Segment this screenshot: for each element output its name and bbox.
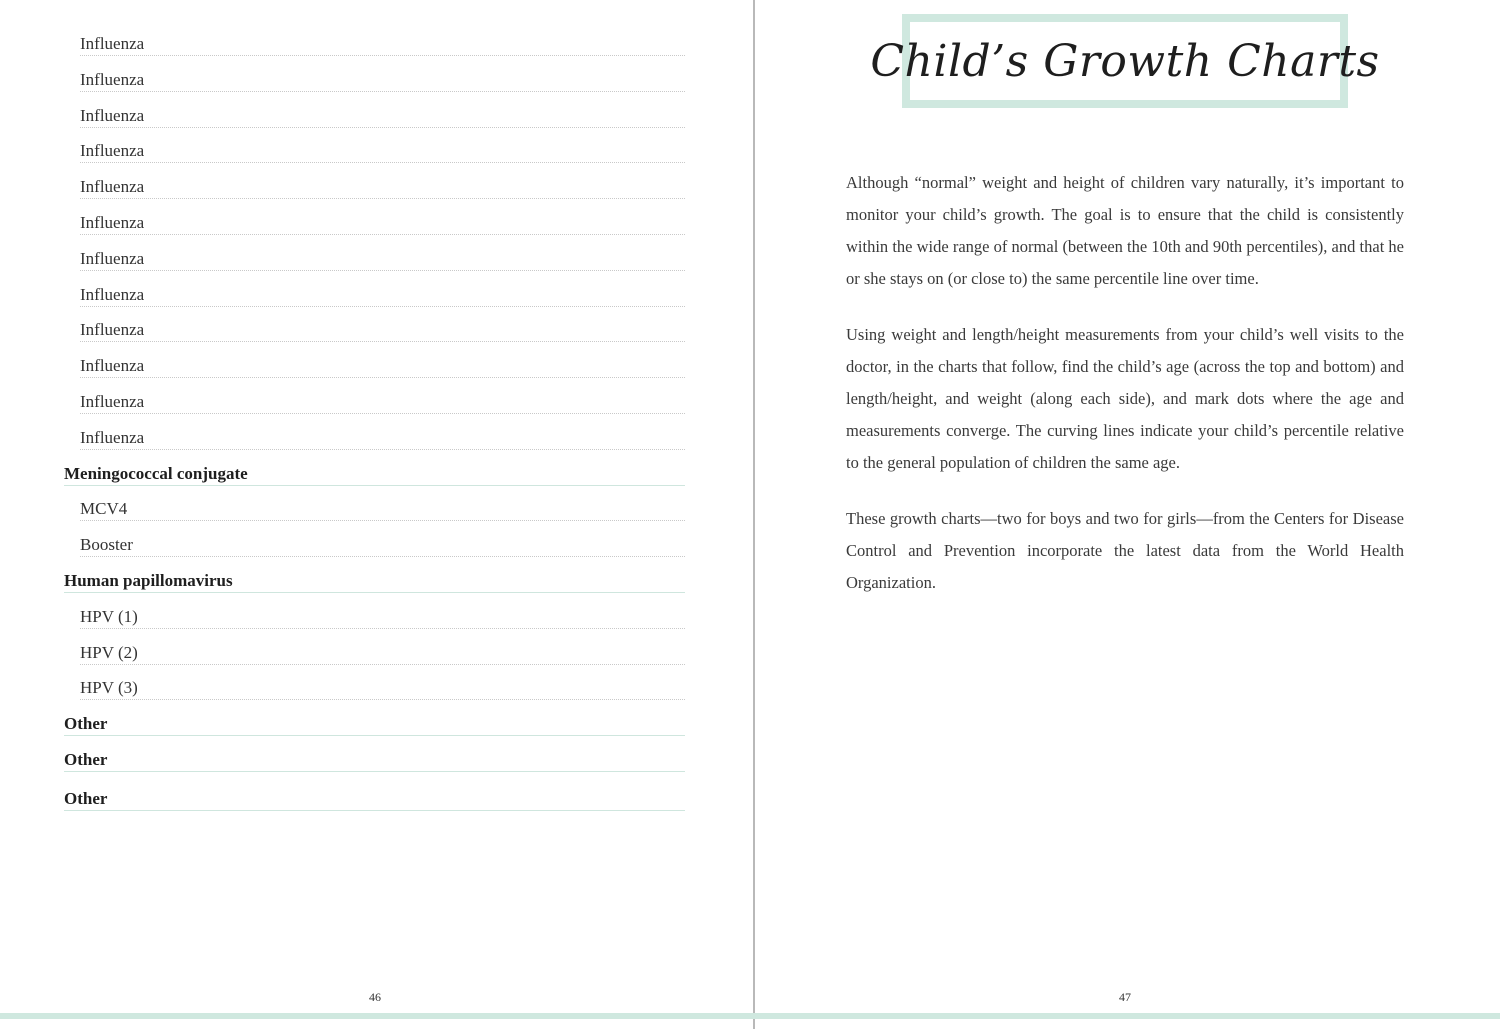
title-frame	[870, 14, 1380, 108]
record-entry-row	[80, 378, 685, 414]
entry-label: Influenza	[80, 34, 145, 53]
entry-label: Influenza	[80, 141, 145, 161]
record-entry-row	[80, 92, 685, 128]
entry-label: Influenza	[80, 392, 145, 411]
entry-label: Booster	[80, 535, 133, 555]
record-section-heading	[64, 557, 685, 593]
right-page	[755, 0, 1500, 1029]
entry-label: Influenza	[80, 427, 145, 447]
intro-paragraph: Although “normal” weight and height of children vary naturally, it’s important to monitor your child’s growth. The goal is to ensure that the child is consistently within the wide range of normal (between the 10th and 90th percentiles), and that he or she stays on (or close to) the same percentile line over time.	[846, 173, 1404, 288]
record-entry-row	[80, 127, 685, 163]
record-entry-row	[80, 199, 685, 235]
entry-label: MCV4	[80, 499, 128, 519]
page-number-left: 46	[369, 990, 381, 1004]
entry-label: Influenza	[80, 69, 145, 89]
record-entry-row	[80, 235, 685, 271]
section-heading-label: Other	[64, 750, 108, 769]
record-entry-row	[80, 485, 685, 521]
record-section-heading	[64, 700, 685, 736]
record-entry-row	[80, 56, 685, 92]
record-entry-row	[80, 664, 685, 700]
instructions-paragraph: Using weight and length/height measurements from your child’s well visits to the doctor, in the charts that follow, find the child’s age (across the top and bottom) and length/height, and weight (along each side), and mark dots where the age and measurements converge. The curving lines indicate your child’s percentile relative to the general population of children the same age.	[846, 325, 1404, 472]
entry-label: HPV (3)	[80, 678, 138, 698]
record-entry-row	[80, 20, 685, 56]
page-number-right: 47	[1119, 990, 1131, 1004]
entry-label: HPV (1)	[80, 606, 138, 626]
record-entry-row	[80, 593, 685, 629]
record-entry-row	[80, 306, 685, 342]
page-title: Child’s Growth Charts	[870, 35, 1380, 87]
source-paragraph: These growth charts—two for boys and two for girls—from the Centers for Disease Control and Prevention incorporate the latest data from the World Health Organization.	[846, 509, 1404, 592]
record-entry-row	[80, 521, 685, 557]
section-heading-label: Other	[64, 789, 108, 808]
write-in-line[interactable]	[64, 810, 685, 811]
entry-label: HPV (2)	[80, 642, 138, 662]
entry-label: Influenza	[80, 320, 145, 340]
record-entry-row	[80, 342, 685, 378]
entry-label: Influenza	[80, 213, 145, 232]
record-entry-row	[80, 163, 685, 199]
section-heading-label: Other	[64, 714, 108, 734]
write-in-line[interactable]	[64, 771, 685, 772]
record-section-heading	[64, 736, 685, 772]
bottom-accent-band	[0, 1013, 1500, 1019]
entry-label: Influenza	[80, 284, 145, 304]
section-heading-label: Human papillomavirus	[64, 571, 233, 590]
record-entry-row	[80, 271, 685, 307]
entry-label: Influenza	[80, 356, 145, 376]
section-heading-label: Meningococcal conjugate	[64, 463, 248, 483]
entry-label: Influenza	[80, 105, 145, 125]
record-section-heading	[64, 450, 685, 486]
entry-label: Influenza	[80, 248, 145, 268]
entry-label: Influenza	[80, 177, 145, 197]
record-entry-row	[80, 414, 685, 450]
record-section-heading	[64, 775, 685, 811]
record-entry-row	[80, 629, 685, 665]
